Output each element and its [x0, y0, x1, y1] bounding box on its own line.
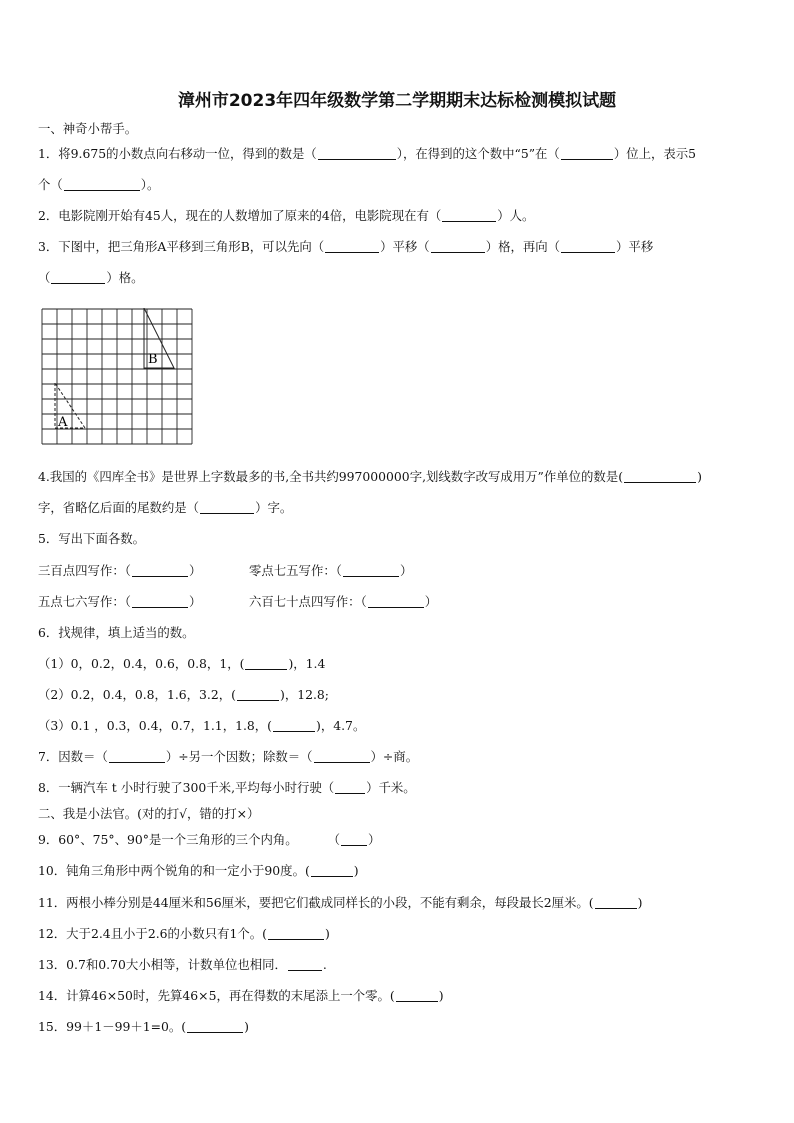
answer-blank[interactable]	[109, 750, 165, 763]
question-8: 8．一辆汽车 t 小时行驶了300千米,平均每小时行驶（ ）千米。	[38, 780, 416, 795]
translation-grid-figure	[41, 308, 193, 448]
answer-blank[interactable]	[268, 927, 324, 940]
question-12: 12．大于2.4且小于2.6的小数只有1个。( )	[38, 926, 330, 941]
answer-blank[interactable]	[314, 750, 370, 763]
question-5-item-2: 零点七五写作：（ ）	[249, 563, 413, 578]
answer-blank[interactable]	[288, 958, 322, 971]
answer-blank[interactable]	[341, 833, 367, 846]
answer-blank[interactable]	[343, 564, 399, 577]
answer-blank[interactable]	[561, 147, 613, 160]
question-14: 14．计算46×50时，先算46×5，再在得数的末尾添上一个零。( )	[38, 988, 444, 1003]
answer-blank[interactable]	[431, 240, 485, 253]
answer-blank[interactable]	[200, 501, 254, 514]
question-6-item-2: （2）0.2，0.4，0.8，1.6，3.2，( )，12.8;	[38, 687, 329, 702]
question-11: 11．两根小棒分别是44厘米和56厘米，要把它们截成同样长的小段，不能有剩余，每段最长2厘米。( )	[38, 895, 643, 910]
question-1-line-2: 个（ ）。	[38, 177, 160, 192]
answer-blank[interactable]	[132, 564, 188, 577]
grid-diagram	[41, 308, 193, 448]
answer-blank[interactable]	[64, 178, 140, 191]
question-6: 6．找规律，填上适当的数。	[38, 625, 195, 640]
answer-blank[interactable]	[442, 209, 496, 222]
question-4-line-1: 4.我国的《四库全书》是世界上字数最多的书,全书共约997000000字,划线数字改写成用万”作单位的数是( )	[38, 469, 702, 484]
question-6-item-3: （3）0.1 ，0.3，0.4，0.7，1.1，1.8，( )，4.7。	[38, 718, 366, 733]
answer-blank[interactable]	[368, 595, 424, 608]
question-15: 15．99＋1－99＋1=0。( )	[38, 1019, 249, 1034]
answer-blank[interactable]	[245, 657, 287, 670]
question-3-line-2: （ ）格。	[38, 270, 144, 285]
answer-blank[interactable]	[51, 271, 105, 284]
answer-blank[interactable]	[273, 719, 315, 732]
question-6-item-1: （1）0，0.2，0.4，0.6，0.8，1，( )，1.4	[38, 656, 326, 671]
question-9: 9．60°、75°、90°是一个三角形的三个内角。 （ ）	[38, 832, 381, 847]
answer-blank[interactable]	[325, 240, 379, 253]
section-2-heading: 二、我是小法官。(对的打√，错的打×）	[38, 806, 260, 821]
answer-blank[interactable]	[237, 688, 279, 701]
answer-blank[interactable]	[396, 989, 438, 1002]
answer-blank[interactable]	[318, 147, 396, 160]
question-1-line-1: 1．将9.675的小数点向右移动一位，得到的数是（ ），在得到的这个数中“5”在（ ）位上，表示5	[38, 146, 697, 161]
answer-blank[interactable]	[311, 864, 353, 877]
section-1-heading: 一、神奇小帮手。	[38, 121, 138, 136]
answer-blank[interactable]	[187, 1020, 243, 1033]
answer-blank[interactable]	[624, 470, 696, 483]
question-4-line-2: 字，省略亿后面的尾数约是（ ）字。	[38, 500, 293, 515]
question-13: 13．0.7和0.70大小相等，计数单位也相同． .	[38, 957, 327, 972]
label-b: B	[148, 352, 158, 367]
label-a: A	[58, 415, 68, 430]
answer-blank[interactable]	[561, 240, 615, 253]
question-10: 10．钝角三角形中两个锐角的和一定小于90度。( )	[38, 863, 359, 878]
question-5-item-4: 六百七十点四写作：（ ）	[249, 594, 438, 609]
page-title: 漳州市2023年四年级数学第二学期期末达标检测模拟试题	[177, 91, 617, 111]
question-5-item-1: 三百点四写作：（ ）	[38, 563, 202, 578]
question-5-item-3: 五点七六写作：（ ）	[38, 594, 202, 609]
question-5: 5．写出下面各数。	[38, 531, 146, 546]
question-7: 7．因数＝（ ）÷另一个因数；除数＝（ ）÷商。	[38, 749, 419, 764]
answer-blank[interactable]	[335, 781, 365, 794]
question-3-line-1: 3．下图中，把三角形A平移到三角形B，可以先向（ ）平移（ ）格，再向（ ）平移	[38, 239, 654, 254]
answer-blank[interactable]	[595, 896, 637, 909]
question-2: 2．电影院刚开始有45人，现在的人数增加了原来的4倍，电影院现在有（ ）人。	[38, 208, 535, 223]
answer-blank[interactable]	[132, 595, 188, 608]
